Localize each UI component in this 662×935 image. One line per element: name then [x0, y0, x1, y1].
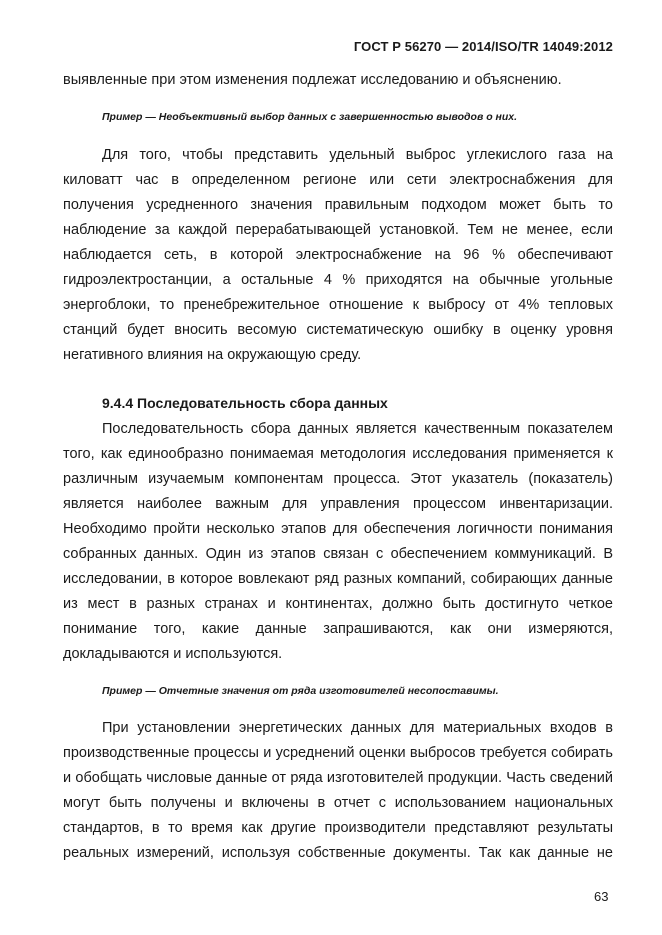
text-line: негативного влияния на окружающую среду.	[63, 347, 362, 363]
text-line: понимание того, какие данные запрашиваются, как они измеряются,	[63, 621, 613, 637]
text-line: исследовании, в которое вовлекают ряд разных компаний, собирающих данные	[63, 571, 613, 587]
page-number: 63	[594, 889, 609, 904]
text-line: и обобщать числовые данные от ряда изготовителей продукции. Часть сведений	[63, 770, 613, 786]
text-line: является наиболее важным для управления процессом инвентаризации.	[63, 496, 613, 512]
text-line: энергоблоки, то пренебрежительное отношение к выбросу от 4% тепловых	[63, 297, 613, 313]
text-line: станций будет вносить весомую систематическую ошибку в оценку уровня	[63, 322, 613, 338]
text-line: реальных измерений, используя собственные документы. Так как данные не	[63, 845, 613, 861]
text-line: различным изучаемым компонентам процесса. Этот указатель (показатель)	[63, 471, 613, 487]
text-line: собранных данных. Один из этапов связан с обеспечением коммуникаций. В	[63, 546, 613, 562]
text-line: Для того, чтобы представить удельный выброс углекислого газа на	[102, 147, 613, 163]
text-line: докладываются и используются.	[63, 646, 283, 662]
text-line: наблюдается сеть, в которой электроснабжение на 96 % обеспечивают	[63, 247, 613, 263]
section-heading: 9.4.4 Последовательность сбора данных	[102, 395, 388, 411]
text-line: наблюдение за каждой перерабатывающей установкой. Тем не менее, если	[63, 222, 613, 238]
text-line: выявленные при этом изменения подлежат исследованию и объяснению.	[63, 72, 562, 88]
example-note: Пример — Необъективный выбор данных с завершенностью выводов о них.	[102, 111, 518, 123]
text-line: производственные процессы и усреднений оценки выбросов требуется собирать	[63, 745, 613, 761]
text-line: могут быть получены и включены в отчет с использованием национальных	[63, 795, 613, 811]
page-header-standard: ГОСТ Р 56270 — 2014/ISO/TR 14049:2012	[353, 39, 613, 54]
text-line: из мест в разных странах и континентах, должно быть достигнуто четкое	[63, 596, 613, 612]
text-line: того, как единообразно понимаемая методология исследования применяется к	[63, 446, 613, 462]
example-note: Пример — Отчетные значения от ряда изготовителей несопоставимы.	[102, 685, 499, 697]
text-line: Необходимо пройти несколько этапов для обеспечения логичности понимания	[63, 521, 613, 537]
text-line: получения усредненного значения правильным подходом может быть то	[63, 197, 613, 213]
text-line: Последовательность сбора данных является качественным показателем	[102, 421, 613, 437]
text-line: гидроэлектростанции, а остальные 4 % приходятся на обычные угольные	[63, 272, 613, 288]
text-line: киловатт час в определенном регионе или сети электроснабжения для	[63, 172, 613, 188]
text-line: При установлении энергетических данных для материальных входов в	[102, 720, 613, 736]
text-line: стандартов, в то время как другие производители представляют результаты	[63, 820, 613, 836]
